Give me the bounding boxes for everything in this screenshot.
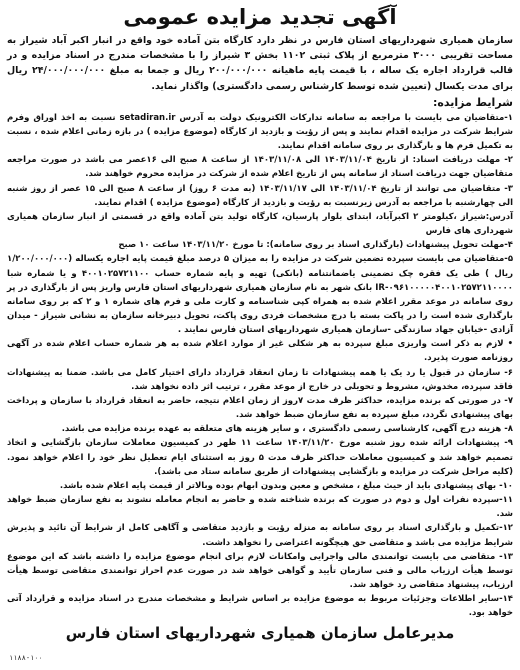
condition-item: ۶- سازمان در قبول یا رد یک یا همه پیشنهادات تا زمان انعقاد قرارداد دارای اختیار کامل می باشد. ضمنا به پیشنهادات فاقد سپرده، مخدوش، مشروط و تحویلی در خارج از موعد مقرر ، ترتیب اثر داده نخواهد شد.	[7, 367, 513, 392]
condition-item: ۴-مهلت تحویل پیشنهادات (بارگذاری اسناد بر روی سامانه): تا مورخ ۱۴۰۳/۱۱/۲۰ ساعت ۱۰ صبح	[118, 240, 513, 251]
ad-code: ۱۱۸۸-۱۰۰	[9, 654, 43, 662]
condition-item: ۱-متقاضیان می بایست با مراجعه به سامانه تدارکات الکترونیک دولت به آدرس setadiran.ir نسبت به اخذ اوراق وفرم شرایط شرکت در مزایده اقدام نمایند و پس از رؤیت و بازدید از کارگاه (موضوع مزایده ) در بازه زمانی اعلام شده ، نسبت به تکمیل فرم ها و بارگذاری بر روی سامانه اقدام نمایند.	[7, 112, 513, 152]
intro-paragraph: سازمان همیاری شهرداریهای استان فارس در نظر دارد کارگاه بتن آماده خود واقع در انبار اکبر آباد شیراز به مساحت تقریبی ۳۰۰۰ مترمربع از پلاک ثبتی ۱۱۰۲ بخش ۳ شیراز را با مشخصات مندرج در اسناد مزایده و در قالب قرارداد اجاره یک ساله ، با قیمت پایه ماهیانه ۲۰۰/۰۰۰/۰۰۰ ریال و جمعا به مبلغ ۲۴/۰۰۰/۰۰۰/۰۰۰ ریال برای مدت یکسال (تعیین شده توسط کارشناس رسمی دادگستری) واگذار نماید.	[7, 35, 514, 92]
conditions-list	[7, 111, 513, 621]
condition-item: ۷- در صورتی که برنده مزایده، حداکثر ظرف مدت ۷روز از زمان اعلام نتیجه، حاضر به انعقاد قرارداد با سازمان و پرداخت بهای پیشنهادی نگردد، مبلغ سپرده به نفع سازمان ضبط خواهد شد.	[7, 395, 514, 421]
signature-line: مدیرعامل سازمان همیاری شهرداریهای استان فارس	[65, 624, 455, 643]
conditions-heading: شرایط مزایده:	[433, 95, 513, 109]
condition-item: آدرس:شیراز ،کیلومتر ۲ اکبرآباد، ابتدای بلوار پارسیان، کارگاه تولید بتن آماده واقع در قسمتی از انبار سازمان همیاری شهرداری های فارس	[7, 211, 513, 237]
condition-item: • لازم به ذکر است واریزی مبلغ سپرده به هر شکلی غیر از موارد اعلام شده به هر شماره حساب اعلام شده در آگهی روزنامه صورت پذیرد.	[7, 339, 513, 364]
condition-item: ۳- متقاضیان می توانند از تاریخ ۱۴۰۳/۱۱/۰۴ الی ۱۴۰۳/۱۱/۱۷ (به مدت ۶ روز) از ساعت ۸ صبح الی ۱۵ عصر از روز شنبه الی چهارشنبه با مراجعه به آدرس زیرنسبت به رؤیت و بازدید از کارگاه (موضوع مزایده ) اقدام نمایند.	[7, 183, 513, 208]
condition-item: ۸- هزینه درج آگهی، کارشناسی رسمی دادگستری ، و سایر هزینه های متعلقه به عهده برنده مزایده می باشد.	[61, 424, 513, 435]
condition-item: ۵-متقاضیان می بایست سپرده تضمین شرکت در مزایده را به میزان ۵ درصد مبلغ قیمت پایه اجاره یکساله (۱/۲۰۰/۰۰۰/۰۰۰ ریال ) طی یک فقره چک تضمینی یاضمانتنامه (بانکی) تهیه و پایه شماره حساب ۴۰۰۱۰۲۵۷۲۱۱۰۰ و یا شماره شبا IR-۰۹۶۱۰۰۰۰۰۴۰۰۱۰۲۵۷۲۱۱۰۰۰۰ بانک شهر به نام سازمان همیاری شهرداریهای استان فارس واریز پس از بارگذاری در پر روی سامانه در موعد مقرر اعلام شده به همراه کپی شناسنامه و کارت ملی و فرم های شماره ۱ و ۲ که بر روی سامانه بارگذاری شده است را در پاکت بسته با درج مشخصات فردی روی پاکت، تحویل دبیرخانه سازمان به نشانی شیراز - میدان آزادی -خیابان جهاد سازندگی -سازمان همیاری شهرداریهای استان فارس نمایند .	[7, 254, 514, 336]
condition-item: ۱۲-تکمیل و بارگذاری اسناد بر روی سامانه به منزله رؤیت و بازدید متقاضی و آگاهی کامل از شرایط آن تائید و پذیرش شرایط مزایده می باشد و متقاضی حق هیچگونه اعتراضی را نخواهد داشت.	[7, 523, 513, 548]
condition-item: ۹- پیشنهادات ارائه شده روز شنبه مورخ ۱۴۰۳/۱۱/۲۰ ساعت ۱۱ ظهر در کمیسیون معاملات سازمان بازگشایی و اتخاذ تصمیم خواهد شد و کمیسیون معاملات حداکثر ظرف مدت ۵ روز به استثنای ایام تعطیل نظر خود را اعلام خواهد نمود. (کلیه مراحل شرکت در مزایده و بازگشایی پیشنهادات از طریق سامانه ستاد می باشد).	[7, 438, 513, 477]
condition-item: ۲- مهلت دریافت اسناد: از تاریخ ۱۴۰۳/۱۱/۰۴ الی ۱۴۰۳/۱۱/۰۸ از ساعت ۸ صبح الی ۱۶عصر می باشد در صورت مراجعه متقاضیان جهت دریافت اسناد از سامانه پس از تاریخ اعلام شده از شرکت در مزایده محروم خواهند شد.	[7, 155, 513, 180]
condition-item: ۱۱-سپرده نفرات اول و دوم در صورت که برنده شناخته شده و حاضر به انجام معامله نشوند به نفع سازمان ضبط خواهد شد.	[7, 495, 513, 520]
page-title: آگهی تجدید مزایده عمومی	[123, 5, 397, 29]
condition-item: ۱۳- متقاضی می بایست توانمندی مالی واجرایی وامکانات لازم برای انجام موضوع مزایده را داشته باشد که این موضوع توسط هیأت ارزیاب مالی و فنی سازمان تأیید و گواهی خواهد شد در صورت عدم احراز توانمندی متقاضی توسط هیأت ارزیاب، پیشنهاد متقاضی رد خواهد شد.	[7, 551, 513, 590]
condition-item: ۱۴-سایر اطلاعات وجزئیات مربوط به موضوع مزایده بر اساس شرایط و مشخصات مندرج در اسناد مزایده و قرارداد آتی خواهد بود.	[7, 594, 513, 619]
condition-item: ۱۰- بهای پیشنهادی باید از حیث مبلغ ، مشخص و معین وبدون ابهام بوده وبالاتر از قیمت پایه اعلام شده باشد.	[59, 480, 513, 491]
